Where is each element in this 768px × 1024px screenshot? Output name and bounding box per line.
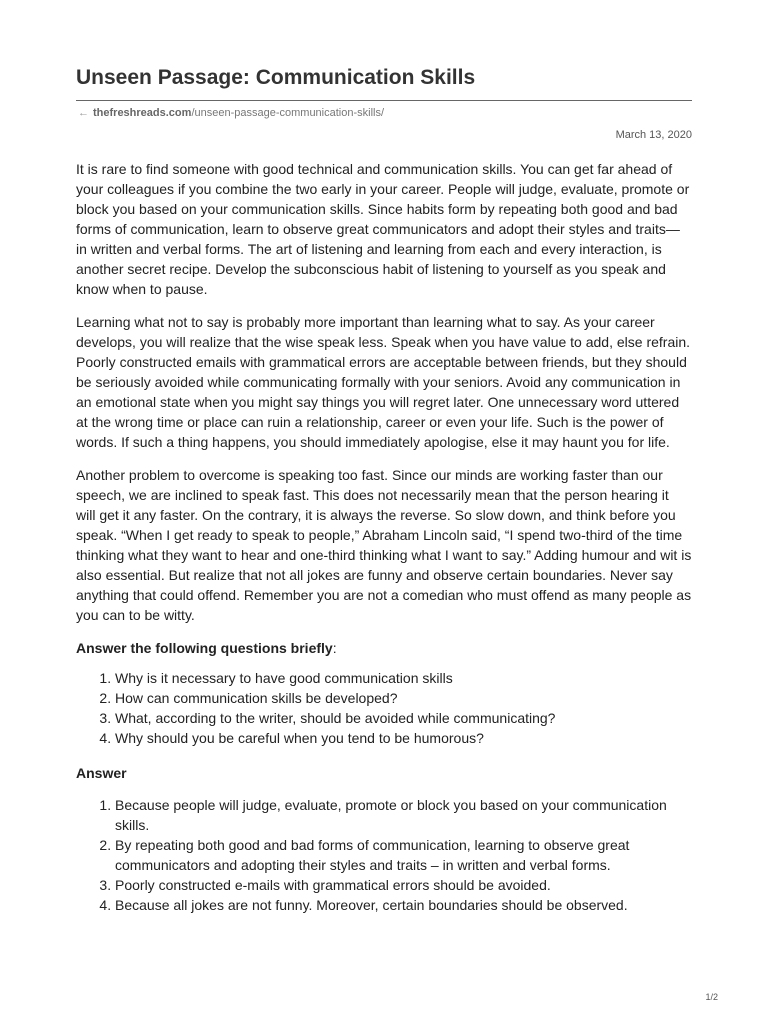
back-arrow-icon: ← (78, 107, 89, 119)
page-number: 1/2 (705, 992, 718, 1002)
questions-list (76, 668, 692, 748)
question-item: 3. What, according to the writer, should be avoided while communicating? (115, 708, 692, 728)
questions-heading-colon: : (332, 640, 337, 656)
question-item: 1. Why is it necessary to have good communication skills (115, 668, 692, 688)
paragraph-2: Learning what not to say is probably more important than learning what to say. As your career develops, you will realize that the wise speak less. Speak when you have value to add, else refrain. Poorly constructed emails with grammatical errors are acceptable between friends, but they should be seriously avoided while communicating formally with your seniors. Avoid any communication in an emotional state when you might say things you will regret later. One unnecessary word uttered at the wrong time or place can ruin a relationship, career or even your life. Such is the power of words. If such a thing happens, you should immediately apologise, else it may haunt you for life. (76, 314, 691, 450)
paragraph-1: It is rare to find someone with good technical and communication skills. You can get far ahead of your colleagues if you combine the two early in your career. People will judge, evaluate, promote or block you based on your communication skills. Since habits form by repeating both good and bad forms of communication, learn to observe great communicators and adopt their styles and traits— in written and verbal forms. The art of listening and learning from each and every interaction, is another secret recipe. Develop the subconscious habit of listening to yourself as you speak and know when to pause. (76, 161, 690, 297)
answers-heading: Answer (76, 765, 127, 781)
article-body (76, 159, 692, 915)
page-title: Unseen Passage: Communication Skills (76, 66, 476, 89)
answer-item: 2. By repeating both good and bad forms of communication, learning to observe great communicators and adopting their styles and traits – in written and verbal forms. (115, 835, 692, 875)
answers-list (76, 795, 692, 915)
questions-heading-text: Answer the following questions briefly (76, 640, 333, 656)
answer-item: 3. Poorly constructed e-mails with grammatical errors should be avoided. (115, 875, 692, 895)
answer-item: 1. Because people will judge, evaluate, promote or block you based on your communication skills. (115, 795, 692, 835)
questions-heading (76, 638, 692, 658)
paragraph-3: Another problem to overcome is speaking too fast. Since our minds are working faster than our speech, we are inclined to speak fast. This does not necessarily mean that the person hearing it will get it any faster. On the contrary, it is always the reverse. So slow down, and think before you speak. “When I get ready to speak to people,” Abraham Lincoln said, “I spend two-third of the time thinking what they want to hear and one-third thinking what I want to say.” Adding humour and wit is also essential. But realize that not all jokes are funny and observe certain boundaries. Never say anything that could offend. Remember you are not a comedian who must offend as many people as you can to be witty. (76, 467, 692, 623)
answer-item: 4. Because all jokes are not funny. Moreover, certain boundaries should be observed. (115, 895, 692, 915)
publish-date: March 13, 2020 (615, 129, 692, 141)
source-domain: thefreshreads.com (93, 107, 192, 119)
question-item: 4. Why should you be careful when you tend to be humorous? (115, 728, 692, 748)
source-path: /unseen-passage-communication-skills/ (191, 107, 385, 119)
source-link[interactable] (78, 107, 384, 119)
title-divider (76, 100, 692, 101)
question-item: 2. How can communication skills be developed? (115, 688, 692, 708)
